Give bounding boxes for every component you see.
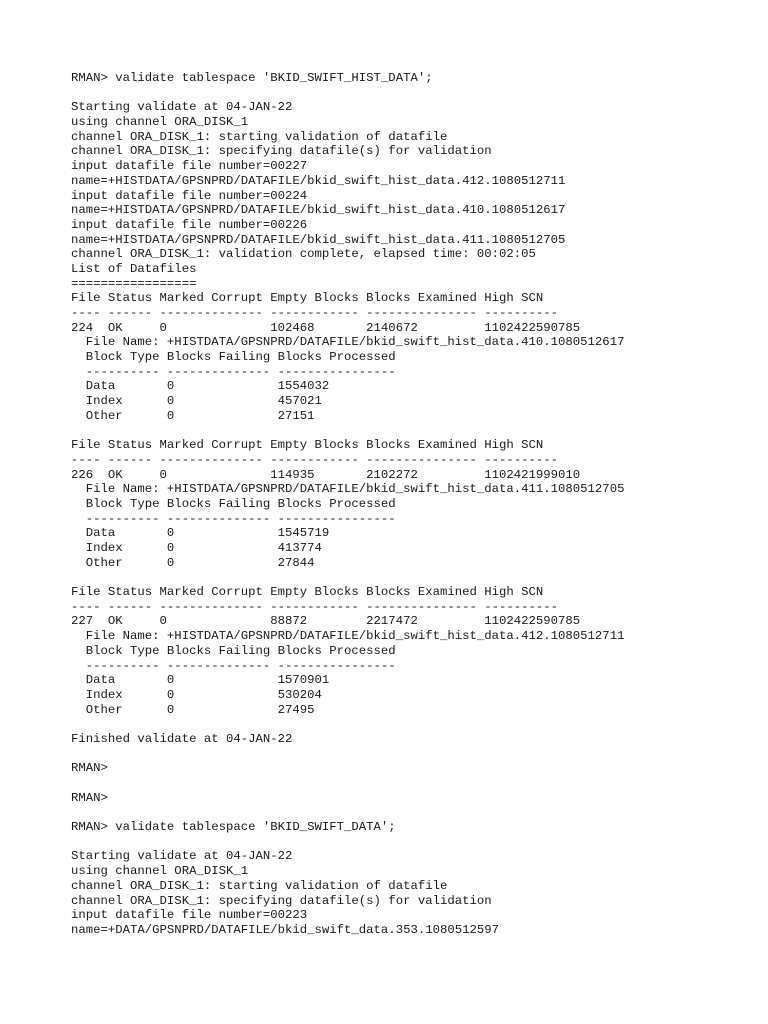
output-line: 224 OK 0 102468 2140672 1102422590785 — [71, 320, 581, 335]
rman-output-document — [71, 71, 751, 938]
output-line: ---- ------ -------------- ------------ --------------- ---------- — [71, 452, 559, 467]
output-line: ---- ------ -------------- ------------ --------------- ---------- — [71, 599, 559, 614]
output-line: input datafile file number=00223 — [71, 908, 308, 923]
output-line: Index 0 413774 — [71, 541, 322, 555]
output-line: File Name: +HISTDATA/GPSNPRD/DATAFILE/bkid_swift_hist_data.410.1080512617 — [71, 335, 625, 350]
output-line: ---------- -------------- ---------------- — [71, 364, 396, 379]
output-line: channel ORA_DISK_1: starting validation of datafile — [71, 129, 448, 144]
output-line: name=+HISTDATA/GPSNPRD/DATAFILE/bkid_swift_hist_data.412.1080512711 — [71, 173, 566, 188]
output-line: RMAN> — [71, 761, 108, 776]
output-line: input datafile file number=00227 — [71, 159, 308, 174]
output-line: RMAN> validate tablespace 'BKID_SWIFT_DATA'; — [71, 820, 396, 835]
blank-line — [71, 86, 751, 101]
output-line: ---------- -------------- ---------------- — [71, 658, 396, 673]
output-line: Index 0 457021 — [71, 394, 322, 409]
output-line: channel ORA_DISK_1: validation complete, elapsed time: 00:02:05 — [71, 247, 536, 262]
blank-line — [71, 424, 751, 439]
output-line: ---------- -------------- ---------------- — [71, 511, 396, 526]
output-line: Starting validate at 04-JAN-22 — [71, 849, 293, 864]
output-line: Other 0 27495 — [71, 702, 315, 717]
output-line: Block Type Blocks Failing Blocks Processed — [71, 643, 396, 658]
output-line: Data 0 1545719 — [71, 526, 330, 541]
output-line: Starting validate at 04-JAN-22 — [71, 100, 293, 115]
output-line: ================= — [71, 276, 197, 291]
output-line: Other 0 27151 — [71, 408, 315, 423]
output-line: File Status Marked Corrupt Empty Blocks Blocks Examined High SCN — [71, 585, 544, 600]
output-line: File Status Marked Corrupt Empty Blocks Blocks Examined High SCN — [71, 291, 544, 306]
output-line: name=+HISTDATA/GPSNPRD/DATAFILE/bkid_swift_hist_data.410.1080512617 — [71, 203, 566, 218]
blank-line — [71, 747, 751, 762]
output-line: Block Type Blocks Failing Blocks Processed — [71, 350, 396, 365]
output-line: channel ORA_DISK_1: specifying datafile(s) for validation — [71, 893, 492, 908]
output-line: using channel ORA_DISK_1 — [71, 115, 249, 130]
output-line: channel ORA_DISK_1: specifying datafile(s) for validation — [71, 144, 492, 159]
output-line: Index 0 530204 — [71, 687, 322, 702]
blank-line — [71, 570, 751, 585]
output-line: input datafile file number=00224 — [71, 188, 308, 203]
output-line: File Name: +HISTDATA/GPSNPRD/DATAFILE/bkid_swift_hist_data.412.1080512711 — [71, 629, 625, 644]
output-line: ---- ------ -------------- ------------ --------------- ---------- — [71, 306, 559, 320]
output-line: Data 0 1570901 — [71, 673, 330, 688]
blank-line — [71, 717, 751, 732]
output-line: channel ORA_DISK_1: starting validation of datafile — [71, 878, 448, 893]
blank-line — [71, 835, 751, 850]
output-line: input datafile file number=00226 — [71, 217, 308, 232]
output-line: 227 OK 0 88872 2217472 1102422590785 — [71, 614, 581, 629]
output-line: 226 OK 0 114935 2102272 1102421999010 — [71, 467, 581, 482]
output-line: Block Type Blocks Failing Blocks Processed — [71, 496, 396, 511]
output-line: Finished validate at 04-JAN-22 — [71, 731, 293, 746]
output-line: Other 0 27844 — [71, 555, 315, 570]
output-line: List of Datafiles — [71, 261, 197, 276]
output-line: RMAN> validate tablespace 'BKID_SWIFT_HIST_DATA'; — [71, 71, 433, 85]
output-line: name=+DATA/GPSNPRD/DATAFILE/bkid_swift_data.353.1080512597 — [71, 922, 500, 937]
output-line: File Name: +HISTDATA/GPSNPRD/DATAFILE/bkid_swift_hist_data.411.1080512705 — [71, 482, 625, 497]
blank-line — [71, 805, 751, 820]
output-line: name=+HISTDATA/GPSNPRD/DATAFILE/bkid_swift_hist_data.411.1080512705 — [71, 232, 566, 247]
output-line: using channel ORA_DISK_1 — [71, 864, 249, 879]
output-line: Data 0 1554032 — [71, 379, 330, 394]
output-line: RMAN> — [71, 790, 108, 805]
output-line: File Status Marked Corrupt Empty Blocks Blocks Examined High SCN — [71, 438, 544, 453]
blank-line — [71, 776, 751, 791]
